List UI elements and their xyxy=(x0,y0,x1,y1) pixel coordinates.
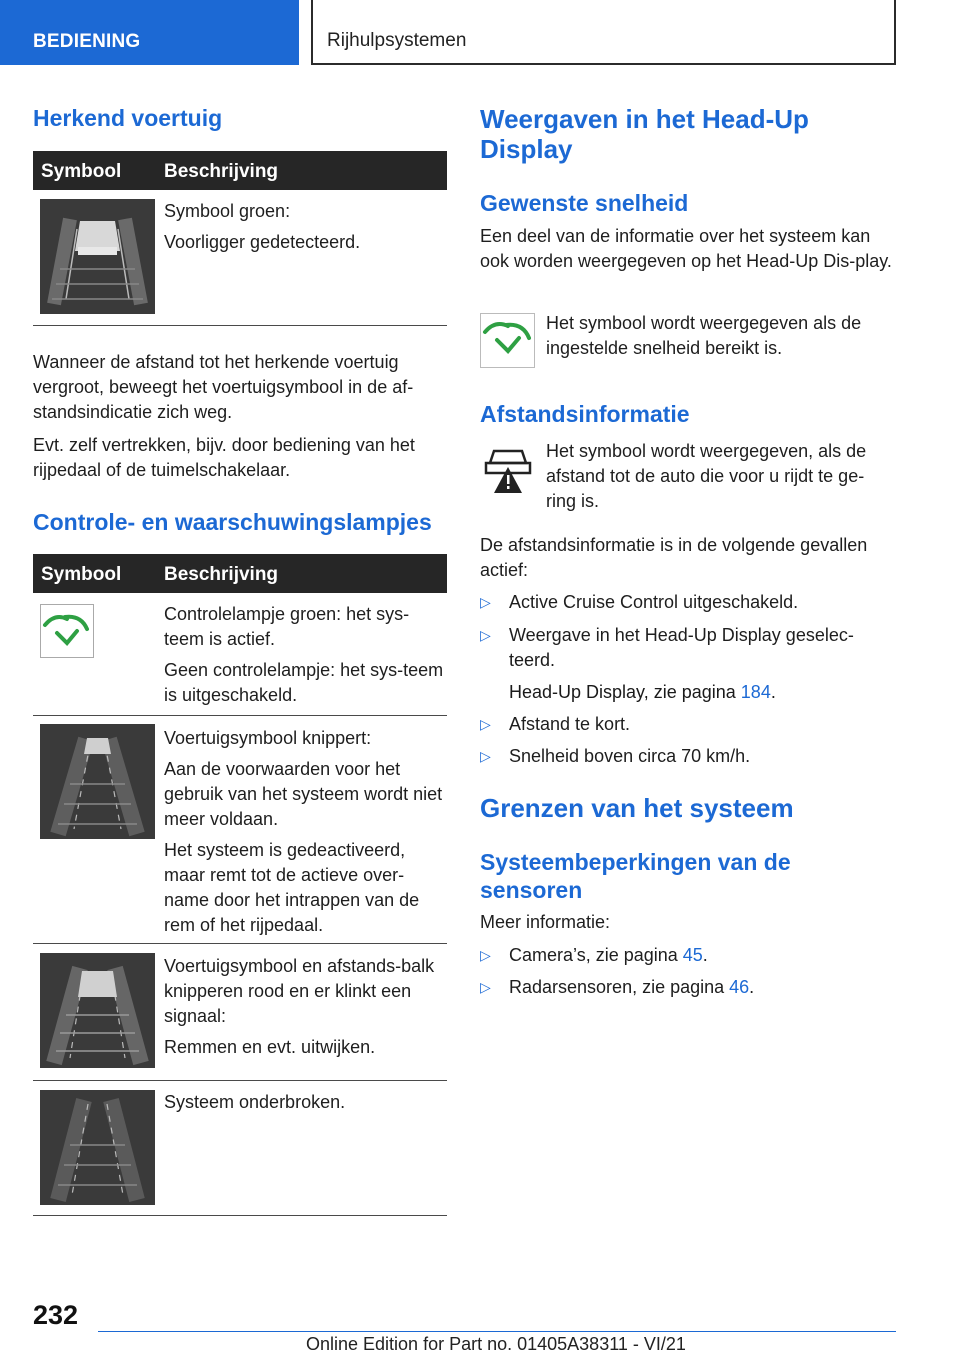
footer-edition: Online Edition for Part no. 01405A38311 - VI/21 xyxy=(306,1334,686,1354)
link-page-184[interactable]: 184 xyxy=(740,682,771,702)
vehicle-distance-bar-icon xyxy=(40,953,155,1068)
para-hud-info: Een deel van de informatie over het systeem kan ook worden weergegeven op het Head-Up Dis-play. xyxy=(480,226,892,271)
heading-systeembeperkingen: Systeembeperkingen van de sensoren xyxy=(480,849,791,903)
hud-speed-text: Het symbool wordt weergegeven als de ingestelde snelheid bereikt is. xyxy=(546,313,862,358)
table1-col-symbool: Symbool xyxy=(41,161,122,182)
bullet-triangle-icon: ▷ xyxy=(480,748,491,764)
table2-col-beschrijving: Beschrijving xyxy=(164,564,279,585)
vehicle-blinking-icon xyxy=(40,724,155,839)
table2-row2-line1: Voertuigsymbool knippert: xyxy=(164,728,372,748)
table2-row3-text xyxy=(164,954,444,1060)
table1-row1-line1: Symbool groen: xyxy=(164,201,291,221)
table2-row1-line1: Controlelampje groen: het sys-teem is actief. xyxy=(164,604,410,649)
table2-row2-text xyxy=(164,726,444,938)
table1-col-beschrijving: Beschrijving xyxy=(164,161,279,182)
table2-row1-line2: Geen controlelampje: het sys-teem is uitgeschakeld. xyxy=(164,660,444,705)
table1-header xyxy=(33,151,447,190)
period: . xyxy=(770,682,776,702)
table2-col-symbool: Symbool xyxy=(41,564,122,585)
link-page-45[interactable]: 45 xyxy=(682,945,703,965)
speedometer-green-icon xyxy=(40,604,94,658)
bullet-triangle-icon: ▷ xyxy=(480,979,491,995)
heading-herkend-voertuig: Herkend voertuig xyxy=(33,105,223,131)
heading-gewenste-snelheid: Gewenste snelheid xyxy=(480,190,689,216)
header-chapter-box xyxy=(311,0,896,65)
heading-grenzen-systeem: Grenzen van het systeem xyxy=(480,793,794,823)
para-evt-vertrekken: Evt. zelf vertrekken, bijv. door bediening van het rijpedaal of de tuimelschakelaar. xyxy=(33,435,415,480)
bullet-triangle-icon: ▷ xyxy=(480,947,491,963)
table2-row2-line3: Het systeem is gedeactiveerd, maar remt tot de actieve over-name door het intrappen van de rem of het rijpedaal. xyxy=(164,840,420,935)
vehicle-detected-icon xyxy=(40,199,155,314)
table1-bottom-rule xyxy=(33,325,447,326)
table1-row1-text xyxy=(164,199,444,255)
distance-info-text: Het symbool wordt weergegeven, als de afstand tot de auto die voor u rijdt te ge-ring is. xyxy=(546,441,867,511)
table2-rule-2 xyxy=(33,943,447,944)
bullet-triangle-icon: ▷ xyxy=(480,627,491,643)
system-interrupted-icon xyxy=(40,1090,155,1205)
bullet-text: Snelheid boven circa 70 km/h. xyxy=(509,746,751,766)
table2-header xyxy=(33,554,447,593)
table2-row3-line1: Voertuigsymbool en afstands-balk knipperen rood en er klinkt een signaal: xyxy=(164,956,435,1026)
table2-rule-3 xyxy=(33,1080,447,1081)
hud-page-reference xyxy=(509,680,776,705)
bullet-triangle-icon: ▷ xyxy=(480,716,491,732)
bullet-text: Weergave in het Head-Up Display geselec- xyxy=(509,625,854,645)
header-chapter-label: Rijhulpsystemen xyxy=(327,30,467,51)
table2-row2-line2: Aan de voorwaarden voor het gebruik van het systeem wordt niet meer voldaan. xyxy=(164,759,443,829)
header-section-label: BEDIENING xyxy=(33,31,141,52)
heading-controle-lampjes: Controle- en waarschuwingslampjes xyxy=(33,509,432,535)
heading-afstandsinformatie: Afstandsinformatie xyxy=(480,401,690,427)
bullet-hud-continuation: teerd. xyxy=(509,650,556,670)
bullet-text: Radarsensoren, zie pagina 46. xyxy=(509,977,755,997)
heading-weergaven-hud: Weergaven in het Head-Up Display xyxy=(480,104,809,164)
table2-row1-text xyxy=(164,602,444,708)
bullet-text: Active Cruise Control uitgeschakeld. xyxy=(509,592,799,612)
distance-warning-icon xyxy=(480,445,536,497)
table2-rule-1 xyxy=(33,715,447,716)
table2-row3-line2: Remmen en evt. uitwijken. xyxy=(164,1037,376,1057)
para-meer-informatie: Meer informatie: xyxy=(480,912,611,932)
bullet-triangle-icon: ▷ xyxy=(480,594,491,610)
footer-rule xyxy=(98,1331,896,1332)
para-afstand-actief: De afstandsinformatie is in de volgende gevallen actief: xyxy=(480,535,868,580)
link-page-46[interactable]: 46 xyxy=(729,977,750,997)
hud-speed-icon xyxy=(480,313,535,368)
hud-ref-text: Head-Up Display, zie pagina xyxy=(509,682,741,702)
para-afstand-vergroot: Wanneer de afstand tot het herkende voertuig vergroot, beweegt het voertuigsymbool in de af-standsindicatie zich weg. xyxy=(33,352,414,422)
table2-row4-text xyxy=(164,1090,444,1115)
table2-bottom-rule xyxy=(33,1215,447,1216)
page-number: 232 xyxy=(33,1300,79,1330)
table1-row1-line2: Voorligger gedetecteerd. xyxy=(164,232,361,252)
table2-row4-line1: Systeem onderbroken. xyxy=(164,1092,346,1112)
bullet-text: Afstand te kort. xyxy=(509,714,631,734)
bullet-text: Camera’s, zie pagina 45. xyxy=(509,945,708,965)
header-section-tab xyxy=(0,0,299,65)
